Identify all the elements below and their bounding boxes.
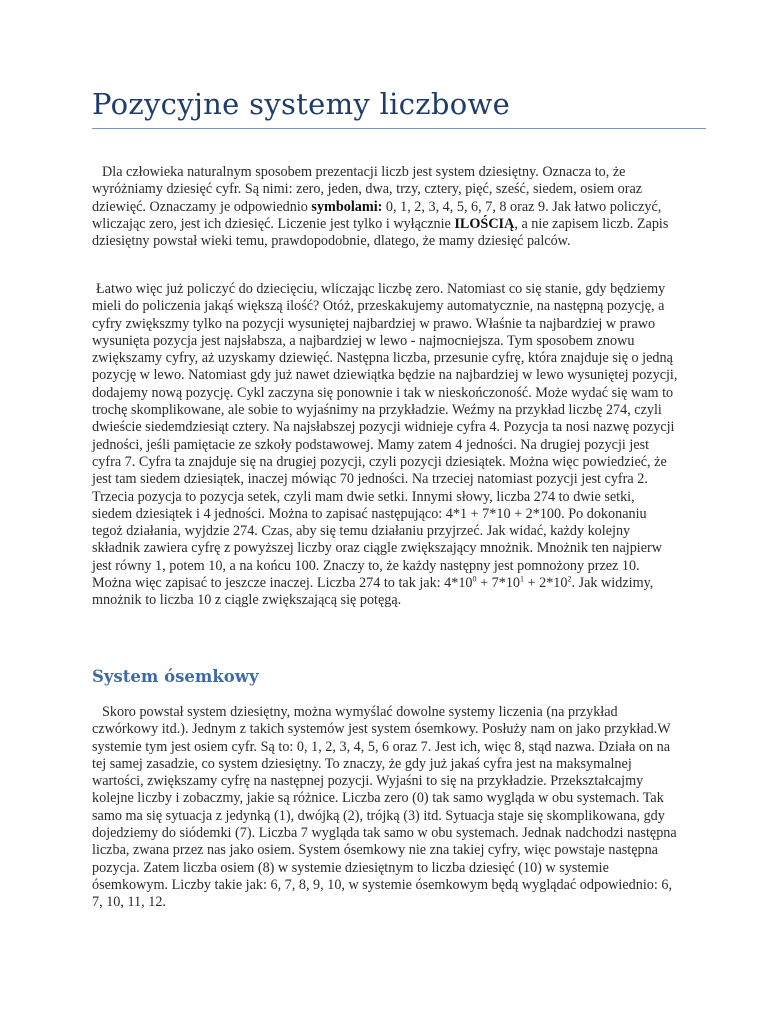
exponent-1: 1: [520, 574, 525, 584]
intro-paragraph-1: [92, 164, 678, 250]
intro-paragraph-1-text-b: 0, 1, 2, 3, 4, 5, 6, 7, 8 oraz 9. Jak łatwo policzyć, wliczając zero, jest ich dziesięć. Liczenie jest tylko i wyłącznie: [92, 198, 662, 232]
octal-paragraph: Skoro powstał system dziesiętny, można wymyślać dowolne systemy liczenia (na przykład czwórkowy itd.). Jednym z takich systemów jest system ósemkowy. Posłuży nam on jako przykład.W systemie tym jest osiem cyfr. Są to: 0, 1, 2, 3, 4, 5, 6 oraz 7. Jest ich, więc 8, stąd nazwa. Działa on na tej samej zasadzie, co system dziesiętny. To znaczy, że gdy już jakaś cyfra jest na maksymalnej wartości, zwiększamy cyfrę na następnej pozycji. Wyjaśni to się na przykładzie. Przekształcajmy kolejne liczby i zobaczmy, jakie są różnice. Liczba zero (0) tak samo wygląda w obu systemach. Tak samo ma się sytuacja z jedynką (1), dwójką (2), trójką (3) itd. Sytuacja staje się skomplikowana, gdy dojedziemy do siódemki (7). Liczba 7 wygląda tak samo w obu systemach. Jednak nadchodzi następna liczba, zwana przez nas jako osiem. System ósemkowy nie zna takiej cyfry, więc powstaje następna pozycja. Zatem liczba osiem (8) w systemie dziesiętnym to liczba dziesięć (10) w systemie ósemkowym. Liczby takie jak: 6, 7, 8, 9, 10, w systemie ósemkowym będą wyglądać odpowiednio: 6, 7, 10, 11, 12.: [92, 704, 677, 911]
exponent-2: 2: [567, 574, 572, 584]
title-underline: [92, 128, 706, 129]
section-heading-octal: System ósemkowy: [92, 667, 259, 686]
intro-paragraph-2: [92, 281, 678, 610]
document-title: Pozycyjne systemy liczbowe: [92, 87, 511, 121]
intro-paragraph-2-text-a: Łatwo więc już policzyć do dziecięciu, wliczając liczbę zero. Natomiast co się stanie, gdy będziemy mieli do policzenia jakąś większą ilość? Otóż, przeskakujemy automatycznie, na następną pozycję, a cyfry zwiększmy tylko na pozycji wysuniętej najbardziej w prawo. Właśnie ta najbardziej w prawo wysunięta pozycja jest najsłabsza, a najbardziej w lewo - najmocniejsza. Tym sposobem znowu zwiększamy cyfry, aż uzyskamy dziewięć. Następna liczba, przesunie cyfrę, która znajduje się o jedną pozycję w lewo. Natomiast gdy już nawet dziewiątka będzie na najbardziej w lewo wysuniętej pozycji, dodajemy nową pozycję. Cykl zaczyna się ponownie i tak w nieskończoność. Może wydać się wam to trochę skomplikowane, ale sobie to wyjaśnimy na przykładzie. Weźmy na przykład liczbę 274, czyli dwieście siedemdziesiąt cztery. Na najsłabszej pozycji widnieje cyfra 4. Pozycja ta nosi nazwę pozycji jedności, jeśli pamiętacie ze szkoły podstawowej. Mamy zatem 4 jedności. Na drugiej pozycji jest cyfra 7. Cyfra ta znajduje się na drugiej pozycji, czyli pozycji dziesiątek. Można więc powiedzieć, że jest tam siedem dziesiątek, inaczej mówiąc 70 jedności. Na trzeciej natomiast pozycji jest cyfra 2. Trzecia pozycja to pozycja setek, czyli mam dwie setki. Innymi słowy, liczba 274 to dwie setki, siedem dziesiątek i 4 jedności. Można to zapisać następująco: 4*1 + 7*10 + 2*100. Po dokonaniu tegoż działania, wyjdzie 274. Czas, aby się temu działaniu przyjrzeć. Jak widać, każdy kolejny składnik zawiera cyfrę z powyższej liczby oraz ciągle zwiększający mnożnik. Mnożnik ten najpierw jest równy 1, potem 10, a na końcu 100. Znaczy to, że każdy następny jest pomnożony przez 10. Można więc zapisać to jeszcze inaczej. Liczba 274 to tak jak: 4*10: [92, 281, 678, 592]
symbols-bold-text: symbolami:: [311, 198, 383, 215]
exponent-0: 0: [472, 574, 477, 584]
intro-paragraph-1-text-c: , a nie zapisem liczb. Zapis dziesiętny powstał wieki temu, prawdopodobnie, dlatego, że mamy dziesięć palców.: [92, 215, 669, 250]
intro-paragraph-2-text-d: . Jak widzimy, mnożnik to liczba 10 z ciągle zwiększającą się potęgą.: [92, 575, 654, 609]
ilosc-bold-text: ILOŚCIĄ: [454, 215, 515, 232]
intro-paragraph-1-text-a: Dla człowieka naturalnym sposobem prezentacji liczb jest system dziesiętny. Oznacza to, że wyróżniamy dziesięć cyfr. Są nimi: zero, jeden, dwa, trzy, cztery, pięć, sześć, siedem, osiem oraz dziewięć. Oznaczamy je odpowiednio: [92, 164, 643, 215]
intro-paragraph-2-text-c: + 2*10: [524, 575, 568, 592]
intro-paragraph-2-text-b: + 7*10: [476, 575, 521, 592]
